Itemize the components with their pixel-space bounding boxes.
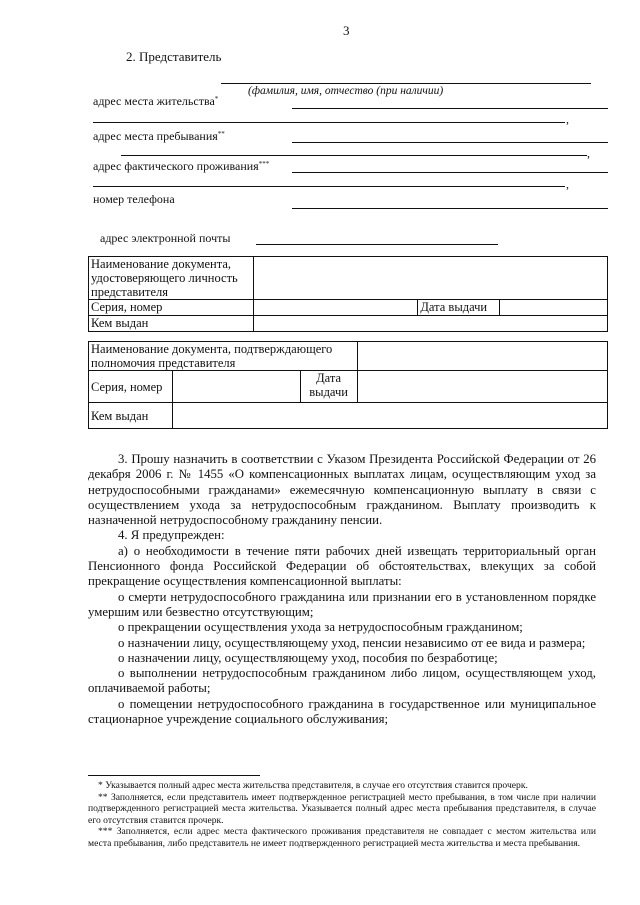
list-item: о помещении нетрудоспособного гражданина в государственное или муниципальное стационарное учреждение социального обслуживания; (88, 696, 596, 727)
identity-date-label: Дата выдачи (418, 300, 500, 316)
authority-date-label: Дата выдачи (300, 371, 357, 403)
page-number: 3 (343, 23, 350, 38)
email-label: адрес электронной почты (100, 231, 231, 245)
list-item: о назначении лицу, осуществляющему уход, пенсии независимо от ее вида и размера; (118, 635, 586, 650)
authority-date-cell[interactable] (357, 371, 607, 403)
identity-date-cell[interactable] (500, 300, 608, 316)
identity-document-table (88, 256, 608, 332)
phone-label: номер телефона (93, 192, 175, 206)
authority-doc-name-cell[interactable] (357, 342, 607, 371)
list-item: о прекращении осуществления ухода за нетрудоспособным гражданином; (118, 620, 523, 635)
main-text (88, 452, 596, 727)
footnote-1: * Указывается полный адрес места жительства представителя, в случае его отсутствия ставится прочерк. (98, 780, 528, 791)
identity-series-label: Серия, номер (89, 300, 254, 316)
stay-label: адрес места пребывания** (93, 129, 225, 143)
authority-issued-by-cell[interactable] (172, 403, 607, 429)
footnote-2: ** Заполняется, если представитель имеет подтвержденное регистрацией место пребывания, в том числе при наличии подтвержденного регистрацией места жительства. Указывается полный адрес места пребывания представителя, в случае его отсутствия ставится прочерк. (88, 791, 596, 826)
paragraph-a: а) о необходимости в течение пяти рабочих дней извещать территориальный орган Пенсионного фонда Российской Федерации об обстоятельствах, влекущих за собой прекращение осуществления компенсационной выплаты: (88, 543, 596, 589)
identity-doc-name-cell[interactable] (253, 257, 607, 300)
residence-label: адрес места жительства* (93, 94, 219, 108)
authority-issued-by-label: Кем выдан (89, 403, 173, 429)
actual-label: адрес фактического проживания*** (93, 159, 270, 173)
identity-issued-by-cell[interactable] (253, 316, 607, 332)
footnotes (88, 780, 596, 849)
paragraph-3: 3. Прошу назначить в соответствии с Указом Президента Российской Федерации от 26 декабря 2006 г. № 1455 «О компенсационных выплатах лицам, осуществляющим уход за нетрудоспособными гражданами» ежемесячную компенсационную выплату в связи с осуществлением ухода за нетрудоспособным гражданином. Выплату производить к назначенной нетрудоспособному гражданину пенсии. (88, 452, 596, 528)
name-caption: (фамилия, имя, отчество (при наличии) (248, 85, 444, 97)
section-title: 2. Представитель (126, 49, 222, 64)
footnote-3: *** Заполняется, если адрес места фактического проживания представителя не совпадает с местом жительства или места пребывания, либо представитель не имеет подтвержденного регистрацией места жительства и места пребывания. (88, 826, 596, 849)
list-item: о назначении лицу, осуществляющему уход, пособия по безработице; (118, 650, 498, 665)
authority-series-label: Серия, номер (89, 371, 173, 403)
list-item: о выполнении нетрудоспособным гражданином либо лицом, осуществляющем уход, оплачиваемой работы; (88, 666, 596, 696)
list-item: о смерти нетрудоспособного гражданина или признании его в установленном порядке умершим или безвестно отсутствующим; (88, 589, 596, 619)
authority-series-cell[interactable] (172, 371, 300, 403)
identity-issued-by-label: Кем выдан (89, 316, 254, 332)
authority-document-table (88, 341, 608, 429)
paragraph-4: 4. Я предупрежден: (118, 528, 225, 543)
identity-series-cell[interactable] (253, 300, 418, 316)
identity-doc-name-label: Наименование документа, удостоверяющего личность представителя (89, 257, 254, 300)
authority-doc-name-label: Наименование документа, подтверждающего полномочия представителя (89, 342, 358, 371)
footnote-divider (88, 775, 260, 776)
